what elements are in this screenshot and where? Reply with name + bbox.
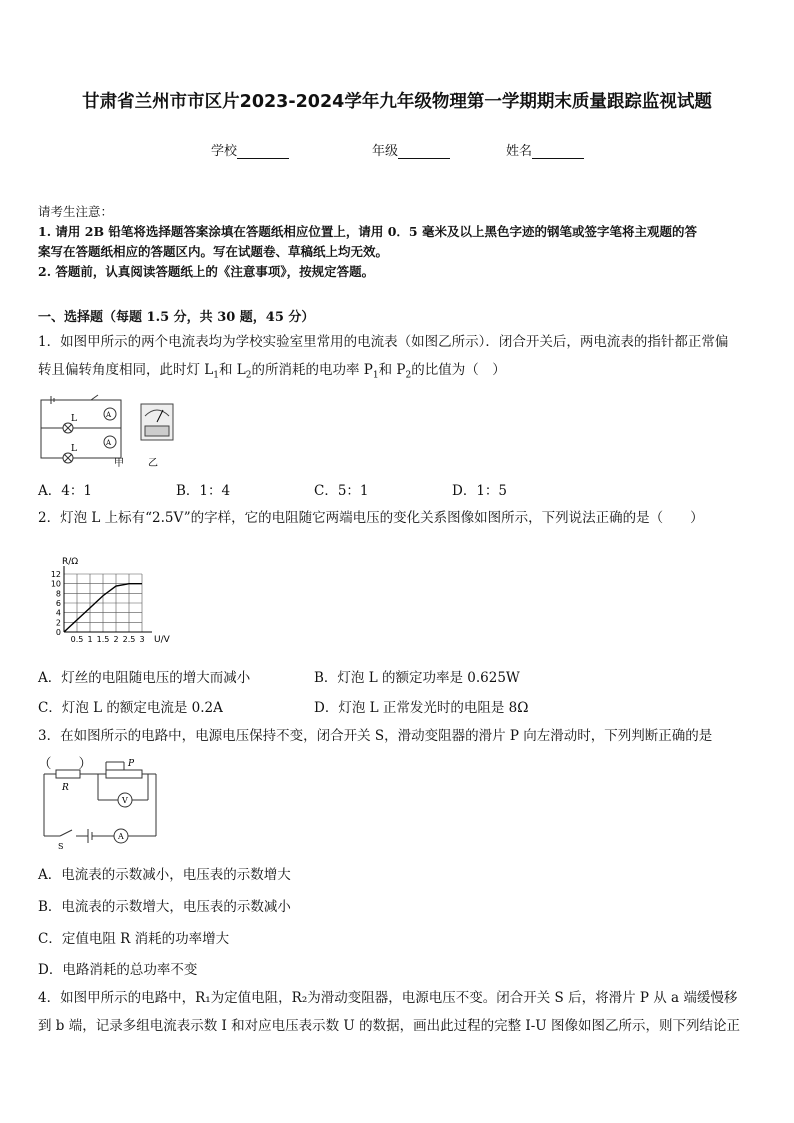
school-label: 学校 (211, 144, 238, 159)
q2-option-d: D．灯泡 L 正常发光时的电阻是 8Ω (314, 700, 529, 716)
q3-stem: 3．在如图所示的电路中，电源电压保持不变，闭合开关 S，滑动变阻器的滑片 P 向左滑动时，下列判断正确的是（ ） (38, 728, 713, 772)
x-tick-label: 3 (139, 635, 145, 644)
grade-label: 年级 (372, 144, 399, 159)
q1-label-a1: A (106, 411, 112, 419)
grade-blank (398, 145, 450, 159)
x-tick-label: 0.5 (70, 635, 84, 644)
q1-label-l2: L (71, 444, 77, 454)
q3-option-c: C．定值电阻 R 消耗的功率增大 (38, 931, 230, 947)
notice-item-2: 2. 答题前，认真阅读答题纸上的《注意事项》，按规定答题。 (38, 264, 375, 279)
q1-label-jia: 甲 (114, 458, 124, 469)
question-2 (38, 504, 758, 532)
x-tick-label: 2.5 (122, 635, 136, 644)
notice-item-1b: 案写在答题纸相应的答题区内。写在试题卷、草稿纸上均无效。 (38, 244, 389, 259)
notice-item-1a: 1. 请用 2B 铅笔将选择题答案涂填在答题纸相应位置上，请用 0．5 毫米及以上黑色字迹的钢笔或签字笔将主观题的答 (38, 224, 697, 239)
q2-option-c: C．灯泡 L 的额定电流是 0.2A (38, 700, 223, 716)
y-axis-label: R/Ω (62, 557, 79, 567)
q3-label-a: A (118, 832, 124, 841)
notice-heading: 请考生注意： (38, 204, 114, 219)
y-tick-label: 2 (55, 618, 61, 628)
school-field (211, 140, 289, 159)
notice-block (38, 202, 758, 282)
q3-label-v: V (122, 796, 128, 805)
q3-circuit-figure (36, 756, 166, 850)
q1-label-l1: L (71, 414, 77, 424)
q3-label-p: P (128, 759, 135, 769)
q3-label-r: R (62, 783, 69, 793)
x-tick-label: 1.5 (96, 635, 110, 644)
q3-option-d: D．电路消耗的总功率不变 (38, 962, 198, 978)
q1-line1: 1．如图甲所示的两个电流表均为学校实验室里常用的电流表（如图乙所示）．闭合开关后，两电流表的指针都正常偏 (38, 334, 729, 350)
y-tick-label: 4 (55, 608, 61, 618)
name-label: 姓名 (506, 144, 533, 159)
school-blank (237, 145, 289, 159)
q2-option-b: B．灯泡 L 的额定功率是 0.625W (314, 670, 520, 686)
q1-option-c: C．5：1 (314, 483, 369, 499)
question-4 (38, 984, 758, 1040)
q1-label-yi: 乙 (148, 458, 158, 469)
name-field (506, 140, 584, 159)
q2-resistance-chart (38, 548, 188, 648)
x-axis-label: U/V (154, 635, 170, 645)
q3-label-s: S (58, 842, 64, 850)
grade-field (372, 140, 450, 159)
q4-line2: 到 b 端，记录多组电流表示数 I 和对应电压表示数 U 的数据，画出此过程的完整 I-U 图像如图乙所示，则下列结论正 (38, 1018, 740, 1034)
section-heading: 一、选择题（每题 1.5 分，共 30 题，45 分） (38, 310, 315, 325)
q1-option-a: A．4：1 (38, 483, 92, 499)
q2-option-a: A．灯丝的电阻随电压的增大而减小 (38, 670, 251, 686)
ammeter-icon (141, 404, 173, 440)
y-tick-label: 12 (50, 570, 61, 579)
q3-option-a: A．电流表的示数减小，电压表的示数增大 (38, 867, 291, 883)
q1-option-d: D．1：5 (452, 483, 508, 499)
question-1 (38, 328, 758, 390)
y-tick-label: 10 (50, 579, 61, 589)
q1-label-a2: A (106, 439, 112, 447)
y-tick-label: 8 (55, 589, 61, 599)
y-tick-label: 6 (55, 599, 61, 608)
name-blank (532, 145, 584, 159)
x-tick-label: 1 (87, 635, 93, 644)
q2-stem: 2．灯泡 L 上标有“2.5V”的字样，它的电阻随它两端电压的变化关系图像如图所示，下列说法正确的是（ ） (38, 510, 704, 526)
x-tick-label: 2 (113, 635, 119, 644)
y-tick-label: 0 (55, 628, 61, 637)
page-title: 甘肃省兰州市市区片2023-2024学年九年级物理第一学期期末质量跟踪监视试题 (82, 92, 712, 112)
q1-option-b: B．1：4 (176, 483, 231, 499)
q1-circuit-figure (36, 392, 186, 472)
q4-line1: 4．如图甲所示的电路中，R₁为定值电阻，R₂为滑动变阻器，电源电压不变。闭合开关 S 后，将滑片 P 从 a 端缓慢移 (38, 990, 738, 1006)
q1-line2: 转且偏转角度相同，此时灯 $L_1$和 $L_2$的所消耗的电功率 $P_1$和 $P_2$的比值为（ ） (38, 362, 506, 381)
q3-option-b: B．电流表的示数增大，电压表的示数减小 (38, 899, 291, 915)
